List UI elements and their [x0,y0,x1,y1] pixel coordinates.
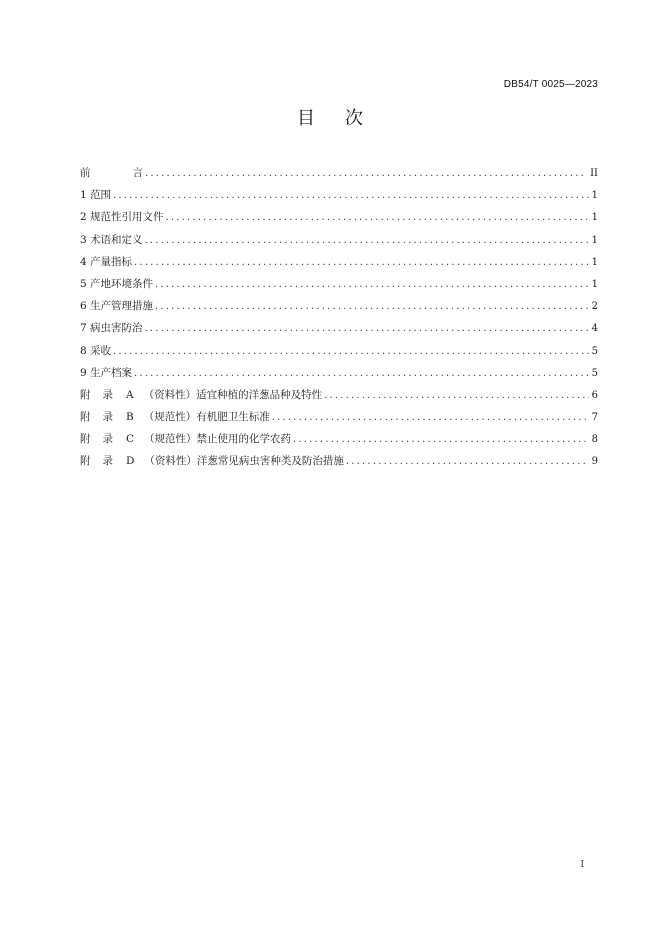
dot-leader [166,212,589,223]
appendix-word-fu: 附 [80,388,91,401]
dot-leader [293,434,589,445]
foreword-char-2: 言 [132,167,143,179]
appendix-title: 适宜种植的洋葱品种及特性 [196,388,323,401]
toc-entry-page: 2 [591,301,598,313]
toc-entry-label: 8 采收 [80,344,112,357]
appendix-letter: D [126,455,135,468]
appendix-nature: （资料性） [143,388,197,401]
toc-entry-5[interactable] [80,276,598,298]
dot-leader [346,456,589,467]
appendix-letter: B [126,411,134,424]
appendix-title: 洋葱常见病虫害种类及防治措施 [196,455,344,468]
page-title-part2: 次 [345,108,365,129]
appendix-word-fu: 附 [80,455,91,468]
foreword-char-1: 前 [80,167,91,179]
toc-entry-page: 1 [591,278,598,290]
toc-entry-page: 8 [591,434,598,446]
appendix-word-fu: 附 [80,433,91,446]
toc-entry-appendix-b[interactable] [80,409,598,431]
appendix-letter: C [126,433,135,446]
toc-entry-page: 9 [591,456,598,468]
dot-leader [145,235,589,246]
toc-entry-label: 5 产地环境条件 [80,277,154,290]
appendix-letter: A [126,388,134,401]
appendix-title: 禁止使用的化学农药 [196,433,292,446]
appendix-word-lu: 录 [102,388,113,401]
dot-leader [113,190,589,201]
toc-entry-page: 5 [591,345,598,357]
toc-entry-page: 6 [591,389,598,401]
document-code: DB54/T 0025—2023 [503,79,598,90]
page-title [0,104,662,130]
toc-entry-appendix-d[interactable] [80,453,598,475]
appendix-word-lu: 录 [102,411,113,424]
toc-entry-8[interactable] [80,343,598,365]
toc-entry-2[interactable] [80,209,598,231]
appendix-nature: （规范性） [144,433,197,446]
page-title-part1: 目 [297,108,317,129]
dot-leader [155,301,589,312]
toc-entry-page: 1 [591,234,598,246]
toc-entry-3[interactable] [80,232,598,254]
toc-entry-page: 1 [591,256,598,268]
toc-entry-label [80,409,272,424]
appendix-title: 有机肥卫生标准 [196,411,270,424]
toc-entry-label: 1 范围 [80,189,112,202]
toc-entry-page: 5 [591,367,598,379]
toc-entry-label [80,387,324,402]
footer-page-number: I [580,860,584,870]
toc-entry-label: 4 产量指标 [80,255,133,268]
toc-entry-page: 1 [591,190,598,202]
toc-entry-label: 2 规范性引用文件 [80,211,164,224]
dot-leader [324,390,589,401]
toc-entry-4[interactable] [80,254,598,276]
toc-entry-label [80,453,346,468]
dot-leader [155,279,589,290]
toc-entry-label: 7 病虫害防治 [80,322,143,335]
toc-entry-foreword[interactable] [80,165,598,187]
appendix-word-lu: 录 [102,455,113,468]
toc-entry-page: II [590,168,598,179]
dot-leader [134,368,589,379]
dot-leader [134,257,589,268]
dot-leader [113,346,589,357]
appendix-word-lu: 录 [102,433,113,446]
dot-leader [145,323,589,334]
toc-entry-6[interactable] [80,298,598,320]
appendix-nature: （资料性） [144,455,197,468]
toc-entry-label: 9 生产档案 [80,366,133,379]
toc-entry-appendix-c[interactable] [80,431,598,453]
toc-entry-label [80,431,293,446]
toc-entry-label: 3 术语和定义 [80,233,143,246]
toc-entry-7[interactable] [80,320,598,342]
toc-entry-page: 1 [591,212,598,224]
appendix-nature: （规范性） [143,411,197,424]
toc-entry-appendix-a[interactable] [80,387,598,409]
toc-entry-page: 7 [591,412,598,424]
toc-entry-page: 4 [591,323,598,335]
table-of-contents [80,165,598,476]
toc-entry-label: 6 生产管理措施 [80,300,154,313]
appendix-word-fu: 附 [80,411,91,424]
toc-entry-9[interactable] [80,365,598,387]
toc-entry-label [80,165,145,180]
dot-leader [145,168,587,179]
dot-leader [272,412,589,423]
toc-entry-1[interactable] [80,187,598,209]
